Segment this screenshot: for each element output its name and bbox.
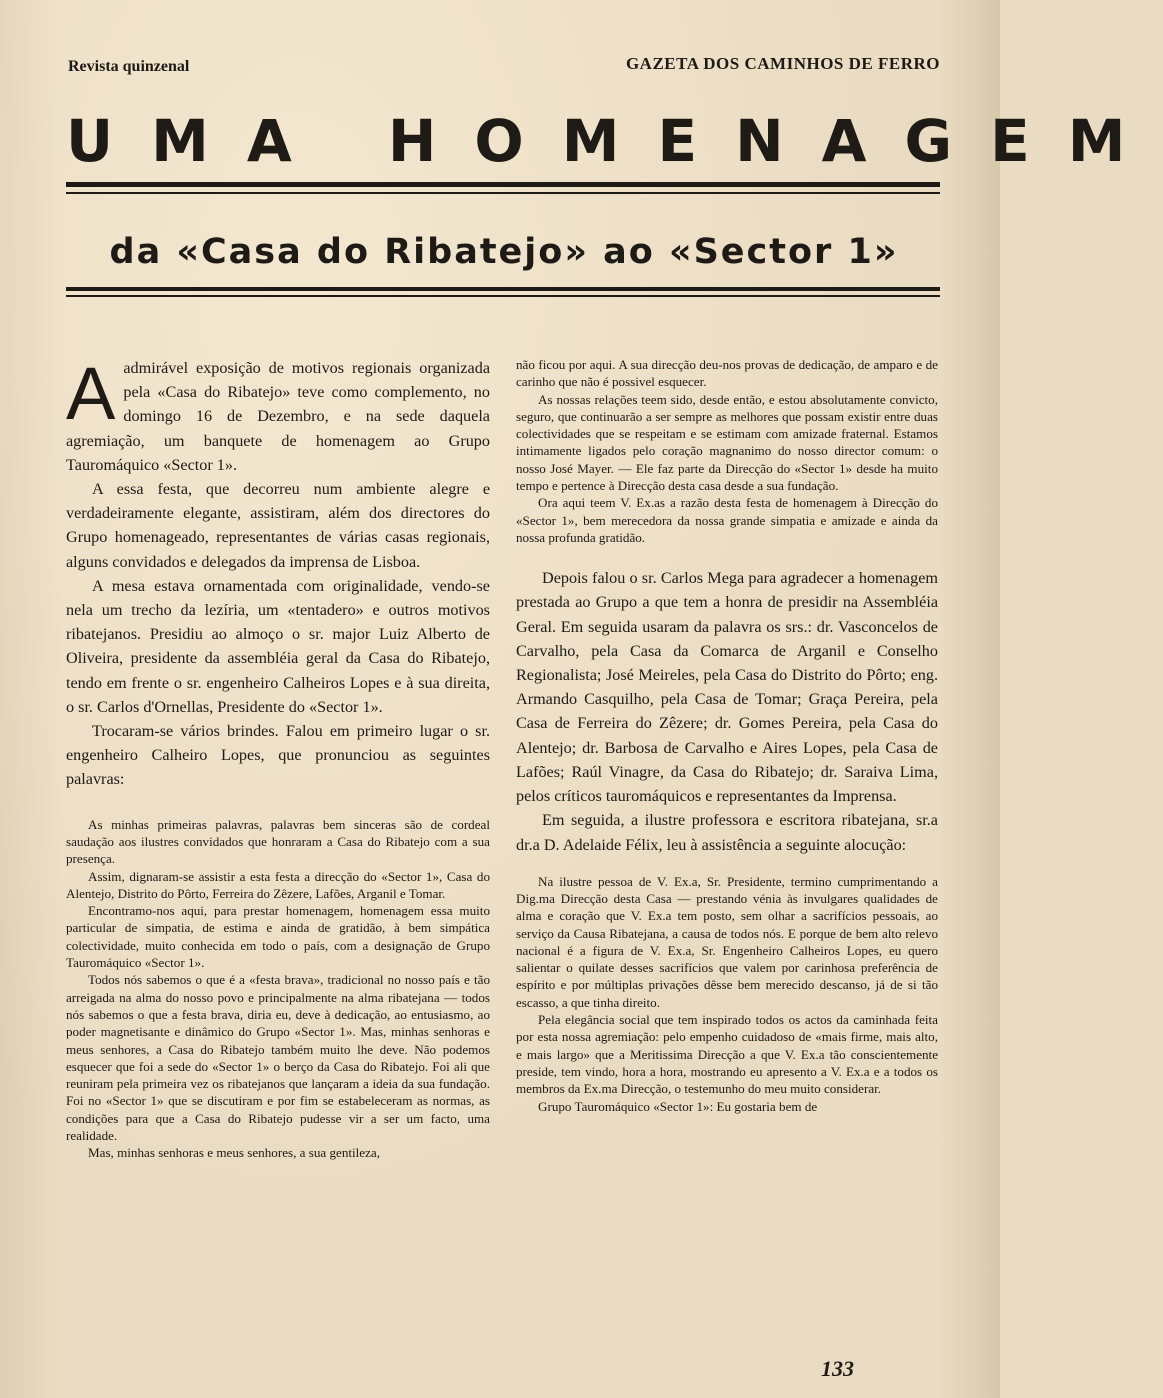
page-number: 133	[821, 1356, 854, 1381]
paragraph: A essa festa, que decorreu num ambiente alegre e verdadeiramente elegante, assistiram, além dos directores do Grupo homenageado, representantes de várias casas regionais, alguns convidados e delegados da imprensa de Lisboa.	[66, 480, 490, 571]
speech-paragraph: Ora aqui teem V. Ex.as a razão desta festa de homenagem à Direcção do «Sector 1», bem merecedora da nossa grande simpatia e amizade e ainda da nossa profunda gratidão.	[516, 495, 938, 545]
article-title: UMA HOMENAGEM	[66, 107, 1163, 175]
paragraph: A mesa estava ornamentada com originalidade, vendo-se nela um trecho da lezíria, um «tentadero» e outros motivos ribatejanos. Presidiu ao almoço o sr. major Luiz Alberto de Oliveira, presidente da assembléia geral da Casa do Ribatejo, tendo em frente o sr. engenheiro Calheiros Lopes e à sua direita, o sr. Carlos d'Ornellas, Presidente do «Sector 1».	[66, 576, 490, 716]
drop-cap: A	[66, 352, 116, 435]
speech-paragraph: Grupo Tauromáquico «Sector 1»: Eu gostaria bem de	[538, 1098, 818, 1114]
speech-paragraph: Pela elegância social que tem inspirado todos os actos da caminhada feita por esta nossa agremiação: pelo empenho cuidadoso de «mais firme, mais alto, e mais largo» que a Meritissima Direcção a que V. Ex.a tão conscientemente preside, tem vindo, hora a hora, mostrando eu apresento a V. Ex.a e a todos os membros da Ex.ma Direcção, o testemunho do meu muito considerar.	[516, 1012, 938, 1097]
subtitle-rule-thin	[66, 295, 940, 297]
speech-paragraph: não ficou por aqui. A sua direcção deu-nos provas de dedicação, de amparo e de carinho que não é possivel esquecer.	[516, 357, 938, 390]
paragraph: Em seguida, a ilustre professora e escritora ribatejana, sr.a dr.a D. Adelaide Félix, leu à assistência a seguinte alocução:	[516, 811, 938, 854]
title-rule-thick	[66, 182, 940, 187]
running-header-right: GAZETA DOS CAMINHOS DE FERRO	[625, 54, 940, 73]
article-subtitle: da «Casa do Ribatejo» ao «Sector 1»	[109, 232, 899, 272]
speech-paragraph: Encontramo-nos aqui, para prestar homenagem, homenagem essa muito particular de simpatia, de estima e ainda de gratidão, à bem simpática colectividade, muito conhecida em todo o país, com a designação de Grupo Tauromáquico «Sector 1».	[66, 903, 490, 971]
title-rule-thin	[66, 192, 940, 194]
speech-paragraph: As minhas primeiras palavras, palavras bem sinceras são de cordeal saudação aos ilustres convidados que honraram a Casa do Ribatejo com a sua presença.	[66, 816, 490, 867]
speech-paragraph: Na ilustre pessoa de V. Ex.a, Sr. Presidente, termino cumprimentando a Dig.ma Direcção desta Casa — prestando vénia às invulgares qualidades de alma e coração que V. Ex.a tem posto, sem olhar a sacrifícios pessoais, ao serviço da Causa Ribatejana, a causa de todos nós. E porque de bem alto relevo nacional é a figura de V. Ex.a, Sr. Engenheiro Calheiros Lopes, eu quero salientar o quilate desses sacrifícios que valem por carinhosa preferência de espírito e por múltiplas privações dêsse bem merecido descanso, já de si tão escasso, a que tinha direito.	[516, 873, 938, 1010]
paragraph: Depois falou o sr. Carlos Mega para agradecer a homenagem prestada ao Grupo a que tem a honra de presidir na Assembléia Geral. Em seguida usaram da palavra os srs.: dr. Vasconcelos de Carvalho, pela Casa da Comarca de Arganil e Conselho Regionalista; José Meireles, pela Casa do Distrito do Pôrto; eng. Armando Casquilho, pela Casa de Tomar; Graça Pereira, pela Casa de Ferreira do Zêzere; dr. Gomes Pereira, pela Casa do Alentejo; dr. Barbosa de Carvalho e Aires Lopes, pela Casa de Lafões; Raúl Vinagre, da Casa do Ribatejo; dr. Saraiva Lima, pelos críticos tauromáquicos e representantes da Imprensa.	[516, 569, 938, 806]
speech-paragraph: As nossas relações teem sido, desde então, e estou absolutamente convicto, seguro, que continuarão a ser sempre as melhores que possam existir entre duas colectividades que se respeitam e se estimam com amizade fraternal. Estamos intimamente ligados pelo coração magnanimo do nosso director comum: o nosso José Mayer. — Ele faz parte da Direcção do «Sector 1» desde ha muito tempo e pertence à Direcção desta casa desde a sua fundação.	[516, 391, 938, 494]
left-column	[66, 352, 490, 1162]
subtitle-rule-thick	[66, 287, 940, 291]
speech-paragraph: Assim, dignaram-se assistir a esta festa a direcção do «Sector 1», Casa do Alentejo, Distrito do Pôrto, Ferreira do Zêzere, Lafões, Arganil e Tomar.	[66, 868, 490, 901]
running-header-left: Revista quinzenal	[68, 58, 190, 75]
intro-text: admirável exposição de motivos regionais organizada pela «Casa do Ribatejo» teve como complemento, no domingo 16 de Dezembro, e na sede daquela agremiação, um banquete de homenagem ao Grupo Tauromáquico «Sector 1».	[66, 359, 490, 474]
speech-paragraph: Todos nós sabemos o que é a «festa brava», tradicional no nosso país e tão arreigada na alma do nosso povo e principalmente na alma ribatejana — todos nós sabemos o que a festa brava, diria eu, deve à dedicação, ao entusiasmo, ao poder magnetisante e dinâmico do Grupo «Sector 1». Mas, minhas senhoras e meus senhores, a Casa do Ribatejo também muito lhe deve. Não podemos esquecer que foi a sede do «Sector 1» o berço da Casa do Ribatejo. Foi ali que reuniram pela primeira vez os ribatejanos que lançaram a ideia da sua fundação. Foi no «Sector 1» que se discutiram e por fim se estabeleceram as normas, as condições para que a Casa do Ribatejo pudesse vir a ser um facto, uma realidade.	[66, 972, 490, 1143]
speech-paragraph: Mas, minhas senhoras e meus senhores, a sua gentileza,	[88, 1145, 380, 1161]
right-column	[516, 356, 938, 1115]
paragraph: Trocaram-se vários brindes. Falou em primeiro lugar o sr. engenheiro Calheiro Lopes, que pronunciou as seguintes palavras:	[66, 722, 490, 789]
intro-paragraph	[66, 352, 490, 477]
